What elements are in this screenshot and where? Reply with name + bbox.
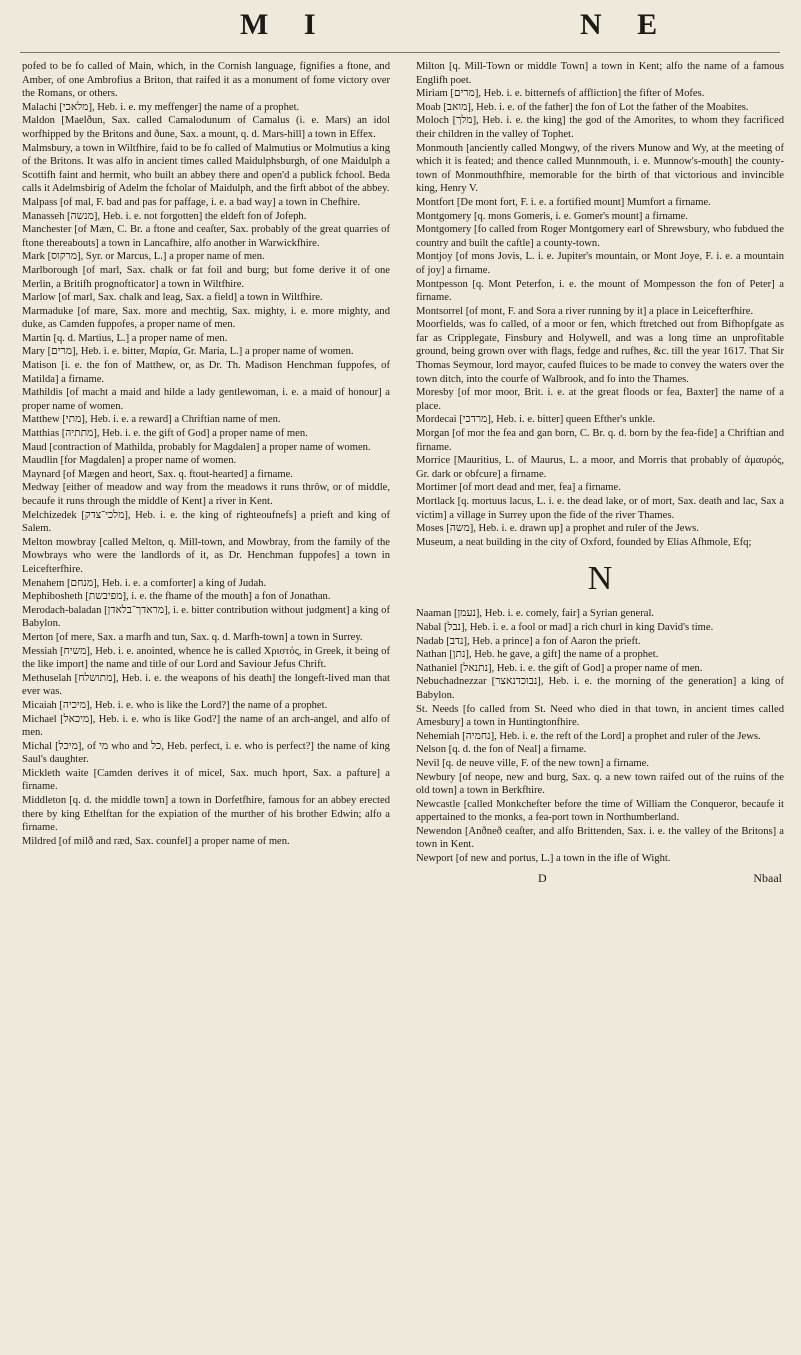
dictionary-entry: Miriam [מרים], Heb. i. e. bitternefs of affliction] the fifter of Mofes. (416, 88, 705, 100)
dictionary-entry: Malpass [of mal, F. bad and pas for paffage, i. e. a bad way] a town in Chefhire. (22, 196, 361, 208)
running-head-right: N E (580, 8, 672, 41)
dictionary-entry: Maud [contraction of Mathilda, probably for Magdalen] a proper name of women. (22, 441, 371, 453)
dictionary-entry: Nevil [q. de neuve ville, F. of the new town] a firname. (416, 757, 650, 769)
left-column (22, 60, 390, 848)
dictionary-entry: Marlborough [of marl, Sax. chalk or fat foil and burg; but fome derive it of one Merlin, a Britifh prognofticator] a town in Wiltfhire. (22, 264, 390, 290)
dictionary-entry: Michal [מיכל], of מי who and כל, Heb. perfect, i. e. who is perfect?] the name of king Saul's daughter. (22, 740, 390, 766)
dictionary-entry: Newbury [of neope, new and burg, Sax. q. a new town raifed out of the ruins of the old town] a town in Berkfhire. (416, 771, 784, 797)
dictionary-entry: Malachi [מלאכי], Heb. i. e. my meffenger] the name of a prophet. (22, 101, 300, 113)
dictionary-entry: Newendon [Anðneð ceaſter, and alfo Brittenden, Sax. i. e. the valley of the Britons] a town in Kent. (416, 825, 784, 851)
dictionary-entry: Merton [of mere, Sax. a marfh and tun, Sax. q. d. Marfh-town] a town in Surrey. (22, 631, 363, 643)
dictionary-entry: Naaman [נעמן], Heb. i. e. comely, fair] a Syrian general. (416, 608, 655, 620)
dictionary-entry: Moses [משה], Heb. i. e. drawn up] a prophet and ruler of the Jews. (416, 523, 699, 535)
dictionary-entry: Manchester [of Mæn, C. Br. a ftone and ceaſter, Sax. probably of the great quarries of ftone thereabouts] a town in Lancafhire, alfo another in Warwickfhire. (22, 224, 390, 249)
dictionary-entry: Monmouth [anciently called Mongwy, of the rivers Munow and Wy, at the meeting of which it is feated; and thence called Munnmouth, i. e. Munnow's-mouth] the county-town of Monmouthfhire, memorable for the birth of that victorious and invincible king, Henry V. (416, 142, 784, 195)
running-head-left: M I (240, 8, 330, 41)
right-column-n-entries (416, 607, 784, 865)
dictionary-entry: Nelson [q. d. the fon of Neal] a firname. (416, 744, 587, 756)
dictionary-entry: Mathildis [of macht a maid and hilde a lady gentlewoman, i. e. a maid of honour] a proper name of women. (22, 387, 390, 412)
dictionary-entry: Montsorrel [of mont, F. and Sora a river running by it] a place in Leicefterfhire. (416, 305, 754, 317)
dictionary-entry: Morgan [of mor the fea and gan born, C. Br. q. d. born by the fea-fide] a Chriftian and firname. (416, 428, 784, 453)
dictionary-entry: Nebuchadnezzar [נבוכדנאצר], Heb. i. e. the morning of the generation] a king of Babylon. (416, 676, 784, 701)
dictionary-entry: St. Needs [fo called from St. Need who died in that town, in ancient times called Amesbury] a town in Huntingtonfhire. (416, 703, 784, 729)
right-column-m-entries (416, 60, 784, 549)
page-footer (416, 872, 784, 888)
dictionary-entry: Newcastle [called Monkchefter before the time of William the Conqueror, becaufe it appertained to the monks, a fea-port town in Northumberland. (416, 798, 784, 824)
dictionary-entry: Menahem [מנחם], Heb. i. e. a comforter] a king of Judah. (22, 577, 267, 589)
dictionary-entry: Malmsbury, a town in Wiltfhire, faid to be fo called of Malmutius or Molmutius a king of the Britons. It was alfo in ancient times called Maidulphsburgh, of one Maidulph a Scottifh faint and hermit, who built an abbey there and open'd a publick fchool. Beda calls it Adelmsbirig of Adelm the fcholar of Maidulph, and the firft abbot of the abbey. (22, 142, 390, 195)
signature-mark: D (538, 870, 547, 885)
running-head (0, 8, 801, 58)
dictionary-entry: Messiah [משיח], Heb. i. e. anointed, whence he is called Χριστός, in Greek, it being of the like import] the name and title of our Lord and Saviour Jefus Chrift. (22, 645, 390, 671)
catchword: Nbaal (753, 870, 782, 885)
dictionary-entry: pofed to be fo called of Main, which, in the Cornish language, fignifies a ftone, and Amber, of one Ambrofius a Briton, that raifed it as a monument of fome victory over the Romans, or others. (22, 61, 390, 100)
dictionary-entry: Micaiah [מיכיה], Heb. i. e. who is like the Lord?] the name of a prophet. (22, 699, 328, 711)
dictionary-entry: Nehemiah [נחמיה], Heb. i. e. the reft of the Lord] a prophet and ruler of the Jews. (416, 730, 761, 742)
dictionary-entry: Nathaniel [נתנאל], Heb. i. e. the gift of God] a proper name of men. (416, 662, 703, 674)
dictionary-entry: Methuselah [מתושלח], Heb. i. e. the weapons of his death] the longeft-lived man that ever was. (22, 672, 390, 698)
dictionary-entry: Montgomery [q. mons Gomeris, i. e. Gomer's mount] a firname. (416, 210, 688, 222)
dictionary-entry: Mortlack [q. mortuus lacus, L. i. e. the dead lake, or of mort, Sax. death and lac, Sax a victim] a village in Surrey upon the fide of the river Thames. (416, 496, 784, 521)
dictionary-entry: Mickleth waite [Camden derives it of micel, Sax. much hport, Sax. a pafture] a firname. (22, 767, 390, 793)
dictionary-entry: Moab [מואב], Heb. i. e. of the father] the fon of Lot the father of the Moabites. (416, 101, 749, 113)
dictionary-entry: Moloch [מלך], Heb. i. e. the king] the god of the Amorites, to whom they facrificed their children in the valley of Tophet. (416, 115, 784, 140)
dictionary-entry: Matthew [מתי], Heb. i. e. a reward] a Chriftian name of men. (22, 414, 281, 426)
dictionary-entry: Mephibosheth [מפיבשת], i. e. the fhame of the mouth] a fon of Jonathan. (22, 591, 331, 603)
dictionary-entry: Melchizedek [מלכי־צדק], Heb. i. e. the king of righteoufnefs] a prieft and king of Salem. (22, 509, 391, 535)
dictionary-entry: Merodach-baladan [מראדך־בלאדן], i. e. bitter contribution without judgment] a king of Babylon. (22, 604, 390, 630)
dictionary-entry: Nabal [נבל], Heb. i. e. a fool or mad] a rich churl in king David's time. (416, 621, 714, 633)
dictionary-entry: Michael [מיכאל], Heb. i. e. who is like God?] the name of an arch-angel, and alfo of men. (22, 713, 390, 739)
dictionary-entry: Middleton [q. d. the middle town] a town in Dorfetfhire, famous for an abbey erected there by king Ethelftan for the expiation of the murther of his brother Edwin; alfo a firname. (22, 795, 390, 834)
dictionary-entry: Montpesson [q. Mont Peterfon, i. e. the mount of Mompesson the fon of Peter] a firname. (416, 278, 784, 304)
dictionary-entry: Moresby [of mor moor, Brit. i. e. at the great floods or fea, Baxter] the name of a place. (416, 387, 784, 412)
header-rule (20, 52, 780, 53)
dictionary-entry: Moorfields, was fo called, of a moor or fen, which ftretched out from Bifhopfgate as far as Cripplegate, Finsbury and Holywell, and was a long time an unprofitable ground, being grown over with flags, fedge and rufhes, &c. till the year 1617. That Sir Thomas Seymour, lord mayor, caufed fluices to be made to convey the waters over the town ditch, into the courfe of Walbrook, and fo into the Thames. (416, 319, 784, 385)
dictionary-entry: Nadab [נדב], Heb. a prince] a fon of Aaron the prieft. (416, 635, 641, 647)
dictionary-entry: Milton [q. Mill-Town or middle Town] a town in Kent; alfo the name of a famous Englifh poet. (416, 61, 784, 86)
dictionary-entry: Mildred [of milð and ræd, Sax. counfel] a proper name of men. (22, 835, 290, 847)
dictionary-entry: Montgomery [fo called from Roger Montgomery earl of Shrewsbury, who fubdued the country and built the caftle] a county-town. (416, 224, 784, 249)
dictionary-entry: Mordecai [מרדכי], Heb. i. e. bitter] queen Efther's unkle. (416, 414, 656, 426)
dictionary-entry: Marmaduke [of mare, Sax. more and mechtig, Sax. mighty, i. e. more mighty, and duke, as Camden fuppofes, a proper name of men. (22, 305, 390, 331)
section-letter: N (587, 560, 613, 598)
dictionary-entry: Mark [מרקוס], Syr. or Marcus, L.] a proper name of men. (22, 251, 265, 263)
dictionary-entry: Maudlin [for Magdalen] a proper name of women. (22, 455, 237, 467)
dictionary-entry: Matison [i. e. the fon of Matthew, or, as Dr. Th. Madison Henchman fuppofes, of Matilda] a firname. (22, 360, 390, 385)
dictionary-entry: Nathan [נתן], Heb. he gave, a gift] the name of a prophet. (416, 649, 659, 661)
dictionary-entry: Matthias [מתתיה], Heb. i. e. the gift of God] a proper name of men. (22, 428, 308, 440)
dictionary-entry: Newport [of new and portus, L.] a town in the ifle of Wight. (416, 853, 671, 865)
dictionary-entry: Montjoy [of mons Jovis, L. i. e. Jupiter's mountain, or Mont Joye, F. i. e. a mountain of joy] a firname. (416, 251, 784, 276)
dictionary-entry: Martin [q. d. Martius, L.] a proper name of men. (22, 332, 228, 344)
dictionary-entry: Mortimer [of mort dead and mer, fea] a firname. (416, 482, 621, 494)
dictionary-entry: Mary [מרים], Heb. i. e. bitter, Μαρία, Gr. Maria, L.] a proper name of women. (22, 346, 354, 358)
dictionary-entry: Maynard [of Mægen and heort, Sax. q. ftout-hearted] a firname. (22, 468, 293, 480)
right-column (416, 60, 784, 888)
dictionary-entry: Melton mowbray [called Melton, q. Mill-town, and Mowbray, from the family of the Mowbrays who were the landlords of it, as Dr. Henchman fuppofes] a town in Leicefterfhire. (22, 536, 390, 575)
dictionary-entry: Medway [either of meadow and way from the meadows it runs thrôw, or of middle, becaufe it runs through the middle of Kent] a river in Kent. (22, 482, 390, 507)
dictionary-entry: Manasseh [מנשה], Heb. i. e. not forgotten] the eldeft fon of Jofeph. (22, 210, 307, 222)
dictionary-entry: Montfort [De mont fort, F. i. e. a fortified mount] Mumfort a firname. (416, 196, 711, 208)
dictionary-entry: Marlow [of marl, Sax. chalk and leag, Sax. a field] a town in Wiltfhire. (22, 292, 323, 304)
dictionary-entry: Morrice [Mauritius, L. of Maurus, L. a moor, and Morris that probably of ἀμαυρός, Gr. dark or obfcure] a firname. (416, 455, 784, 480)
dictionary-entry: Maldon [Maelðun, Sax. called Camalodunum of Camalus (i. e. Mars) an idol worfhipped by the Britons and ðune, Sax. a mount, q. d. Mars-hill] a town in Effex. (22, 115, 390, 140)
dictionary-entry: Museum, a neat building in the city of Oxford, founded by Elias Afhmole, Efq; (416, 536, 752, 548)
